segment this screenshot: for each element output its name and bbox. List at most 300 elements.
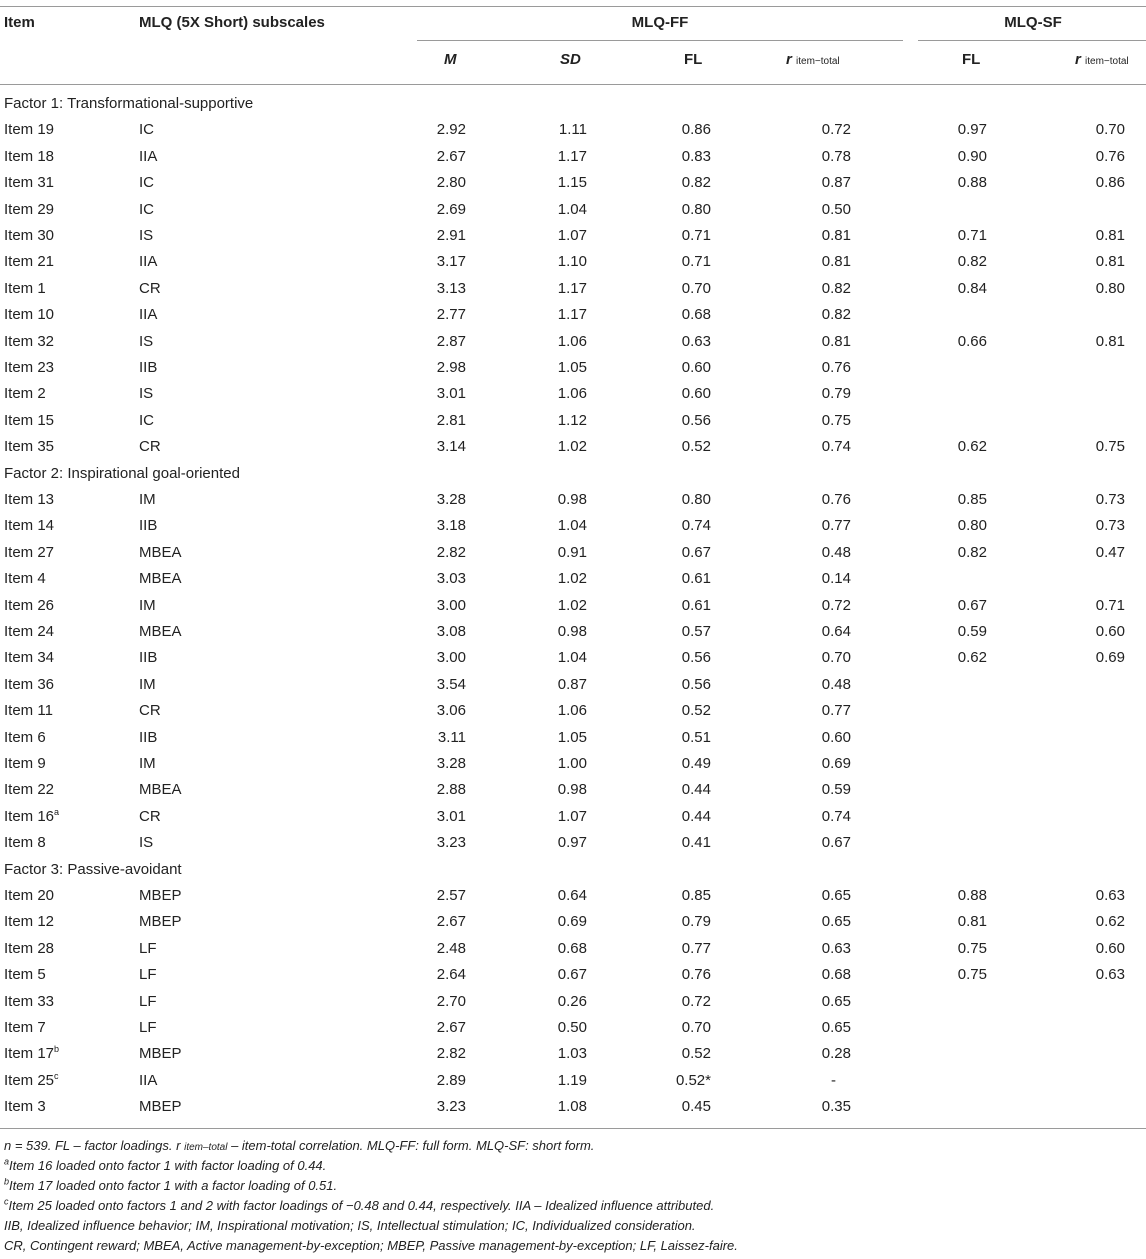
ff-item-total-cell: 0.74 bbox=[821, 808, 851, 825]
ff-item-total-cell: 0.65 bbox=[821, 1019, 851, 1036]
ff-loading-cell: 0.80 bbox=[681, 491, 711, 508]
ff-loading-cell: 0.85 bbox=[681, 887, 711, 904]
sf-item-total-cell: 0.73 bbox=[1095, 491, 1125, 508]
ff-item-total-cell: 0.14 bbox=[821, 570, 851, 587]
item-label: Item 34 bbox=[4, 649, 55, 666]
ff-loading-cell: 0.61 bbox=[681, 570, 711, 587]
mean-cell: 2.64 bbox=[436, 966, 466, 983]
mean-cell: 2.92 bbox=[436, 121, 466, 138]
ff-item-total-cell: 0.65 bbox=[821, 913, 851, 930]
subscale-cell: IM bbox=[139, 491, 156, 508]
item-label: Item 2 bbox=[4, 385, 46, 402]
mean-cell: 2.89 bbox=[436, 1072, 466, 1089]
sf-item-total-cell: 0.86 bbox=[1095, 174, 1125, 191]
ff-item-total-cell: 0.70 bbox=[821, 649, 851, 666]
sf-loading-cell: 0.88 bbox=[957, 887, 987, 904]
sd-cell: 1.04 bbox=[557, 517, 587, 534]
ff-loading-cell: 0.67 bbox=[681, 544, 711, 561]
ff-loading-cell: 0.63 bbox=[681, 333, 711, 350]
ff-item-total-cell: 0.76 bbox=[821, 491, 851, 508]
item-label: Item 3 bbox=[4, 1098, 46, 1115]
ff-loading-cell: 0.71 bbox=[681, 227, 711, 244]
item-cell bbox=[4, 808, 59, 826]
subscale-cell: IS bbox=[139, 385, 154, 402]
mean-cell: 2.98 bbox=[436, 359, 466, 376]
item-cell bbox=[4, 438, 54, 456]
ff-item-total-cell: 0.82 bbox=[821, 306, 851, 323]
sf-loading-cell: 0.81 bbox=[957, 913, 987, 930]
sf-loading-cell: 0.71 bbox=[957, 227, 987, 244]
factor-heading: Factor 2: Inspirational goal-oriented bbox=[4, 465, 240, 482]
subscale-cell: IM bbox=[139, 597, 156, 614]
mean-cell: 3.54 bbox=[436, 676, 466, 693]
subscale-cell: IIA bbox=[139, 1072, 158, 1089]
item-label: Item 29 bbox=[4, 201, 55, 218]
sd-cell: 1.12 bbox=[557, 412, 587, 429]
item-label: Item 26 bbox=[4, 597, 55, 614]
sd-cell: 1.04 bbox=[557, 201, 587, 218]
footnote-marker: a bbox=[54, 807, 60, 817]
item-cell bbox=[4, 623, 54, 641]
subscale-cell: CR bbox=[139, 702, 161, 719]
item-cell bbox=[4, 993, 54, 1011]
ff-loading-cell: 0.70 bbox=[681, 1019, 711, 1036]
ff-item-total-cell: 0.74 bbox=[821, 438, 851, 455]
item-cell bbox=[4, 201, 54, 219]
subscale-cell: CR bbox=[139, 438, 161, 455]
item-cell bbox=[4, 570, 46, 588]
sf-loading-cell: 0.75 bbox=[957, 940, 987, 957]
sf-loading-cell: 0.62 bbox=[957, 649, 987, 666]
item-cell bbox=[4, 729, 46, 747]
ff-item-total-cell: 0.77 bbox=[821, 702, 851, 719]
ff-loading-cell: 0.68 bbox=[681, 306, 711, 323]
item-label: Item 4 bbox=[4, 570, 46, 587]
sf-loading-cell: 0.82 bbox=[957, 544, 987, 561]
sd-cell: 1.15 bbox=[557, 174, 587, 191]
item-cell bbox=[4, 966, 46, 984]
sd-cell: 1.02 bbox=[557, 438, 587, 455]
sf-loading-cell: 0.75 bbox=[957, 966, 987, 983]
header-subscales: MLQ (5X Short) subscales bbox=[139, 14, 325, 31]
sd-cell: 1.17 bbox=[557, 148, 587, 165]
sd-cell: 1.06 bbox=[557, 702, 587, 719]
subscale-cell: MBEA bbox=[139, 570, 182, 587]
ff-loading-cell: 0.82 bbox=[681, 174, 711, 191]
footnote-abbrev-1: IIB, Idealized influence behavior; IM, Inspirational motivation; IS, Intellectual stimulation; IC, Individualized consideration. bbox=[4, 1218, 696, 1233]
item-cell bbox=[4, 676, 54, 694]
item-cell bbox=[4, 517, 54, 535]
sd-cell: 1.05 bbox=[557, 729, 587, 746]
sd-cell: 0.98 bbox=[557, 491, 587, 508]
table-top-rule bbox=[0, 6, 1146, 7]
ff-loading-cell: 0.83 bbox=[681, 148, 711, 165]
ff-loading-cell: 0.79 bbox=[681, 913, 711, 930]
mean-cell: 3.06 bbox=[436, 702, 466, 719]
mean-cell: 2.81 bbox=[436, 412, 466, 429]
item-label: Item 28 bbox=[4, 940, 55, 957]
item-cell bbox=[4, 544, 54, 562]
sd-cell: 1.07 bbox=[557, 808, 587, 825]
subscale-cell: LF bbox=[139, 940, 157, 957]
subscale-cell: MBEA bbox=[139, 781, 182, 798]
sd-cell: 1.04 bbox=[557, 649, 587, 666]
sd-cell: 0.91 bbox=[557, 544, 587, 561]
mean-cell: 3.28 bbox=[436, 755, 466, 772]
item-cell bbox=[4, 333, 54, 351]
mean-cell: 3.23 bbox=[436, 1098, 466, 1115]
ff-item-total-cell: 0.65 bbox=[821, 887, 851, 904]
sd-cell: 1.00 bbox=[557, 755, 587, 772]
item-label: Item 10 bbox=[4, 306, 55, 323]
item-label: Item 8 bbox=[4, 834, 46, 851]
ff-loading-cell: 0.41 bbox=[681, 834, 711, 851]
item-cell bbox=[4, 649, 54, 667]
sf-item-total-cell: 0.81 bbox=[1095, 227, 1125, 244]
ff-item-total-cell: 0.72 bbox=[821, 121, 851, 138]
ff-item-total-cell: 0.63 bbox=[821, 940, 851, 957]
ff-loading-cell: 0.56 bbox=[681, 676, 711, 693]
subscale-cell: LF bbox=[139, 1019, 157, 1036]
header-mlq-ff: MLQ-FF bbox=[631, 14, 689, 31]
sd-cell: 0.98 bbox=[557, 781, 587, 798]
ff-item-total-cell: 0.64 bbox=[821, 623, 851, 640]
footnote-abbrev-2: CR, Contingent reward; MBEA, Active management-by-exception; MBEP, Passive management-by-exception; LF, Laissez-faire. bbox=[4, 1238, 738, 1253]
ff-loading-cell: 0.56 bbox=[681, 412, 711, 429]
mean-cell: 2.80 bbox=[436, 174, 466, 191]
sf-item-total-cell: 0.63 bbox=[1095, 887, 1125, 904]
factor-heading: Factor 3: Passive-avoidant bbox=[4, 861, 182, 878]
mean-cell: 3.01 bbox=[436, 808, 466, 825]
header-item: Item bbox=[4, 14, 35, 31]
ff-loading-cell: 0.57 bbox=[681, 623, 711, 640]
subscale-cell: IS bbox=[139, 834, 154, 851]
sd-cell: 0.67 bbox=[557, 966, 587, 983]
sd-cell: 0.68 bbox=[557, 940, 587, 957]
item-label: Item 30 bbox=[4, 227, 55, 244]
footnote-c: $^c$Item 25 loaded onto factors 1 and 2 with factor loadings of −0.48 and 0.44, respectively. IIA – Idealized influence attributed. bbox=[4, 1196, 715, 1213]
subscale-cell: IM bbox=[139, 676, 156, 693]
subscale-cell: IS bbox=[139, 333, 154, 350]
sd-cell: 1.05 bbox=[557, 359, 587, 376]
sd-cell: 1.03 bbox=[557, 1045, 587, 1062]
item-label: Item 33 bbox=[4, 993, 55, 1010]
sd-cell: 1.08 bbox=[557, 1098, 587, 1115]
sf-loading-cell: 0.62 bbox=[957, 438, 987, 455]
subscale-cell: IC bbox=[139, 412, 154, 429]
sf-item-total-cell: 0.60 bbox=[1095, 623, 1125, 640]
item-cell bbox=[4, 702, 53, 720]
item-label: Item 12 bbox=[4, 913, 55, 930]
ff-item-total-cell: 0.69 bbox=[821, 755, 851, 772]
sf-loading-cell: 0.85 bbox=[957, 491, 987, 508]
sd-cell: 1.07 bbox=[557, 227, 587, 244]
sd-cell: 0.26 bbox=[557, 993, 587, 1010]
item-label: Item 27 bbox=[4, 544, 55, 561]
sd-cell: 1.17 bbox=[557, 306, 587, 323]
mean-cell: 2.57 bbox=[436, 887, 466, 904]
header-mean: M bbox=[444, 51, 457, 68]
sf-item-total-cell: 0.62 bbox=[1095, 913, 1125, 930]
sd-cell: 0.97 bbox=[557, 834, 587, 851]
subscale-cell: MBEA bbox=[139, 623, 182, 640]
mean-cell: 3.01 bbox=[436, 385, 466, 402]
sd-cell: 0.69 bbox=[557, 913, 587, 930]
subscale-cell: IM bbox=[139, 755, 156, 772]
ff-spanner-rule bbox=[417, 40, 903, 41]
mean-cell: 3.11 bbox=[437, 729, 466, 746]
item-label: Item 18 bbox=[4, 148, 55, 165]
item-cell bbox=[4, 1045, 59, 1063]
ff-item-total-cell: 0.50 bbox=[821, 201, 851, 218]
header-r-ff: r item−total bbox=[786, 51, 840, 68]
ff-item-total-cell: - bbox=[831, 1072, 836, 1089]
footnote-marker: c bbox=[54, 1071, 59, 1081]
mean-cell: 2.67 bbox=[436, 1019, 466, 1036]
subscale-cell: IIB bbox=[139, 359, 158, 376]
subscale-cell: LF bbox=[139, 993, 157, 1010]
item-label: Item 9 bbox=[4, 755, 46, 772]
ff-item-total-cell: 0.48 bbox=[821, 544, 851, 561]
ff-loading-cell: 0.51 bbox=[681, 729, 711, 746]
sf-loading-cell: 0.80 bbox=[957, 517, 987, 534]
factor-heading: Factor 1: Transformational-supportive bbox=[4, 95, 254, 112]
ff-item-total-cell: 0.82 bbox=[821, 280, 851, 297]
sf-spanner-rule bbox=[918, 40, 1146, 41]
item-cell bbox=[4, 306, 54, 324]
ff-item-total-cell: 0.87 bbox=[821, 174, 851, 191]
mean-cell: 3.18 bbox=[436, 517, 466, 534]
item-label: Item 17 bbox=[4, 1045, 55, 1062]
item-label: Item 24 bbox=[4, 623, 55, 640]
mean-cell: 3.28 bbox=[436, 491, 466, 508]
sd-cell: 1.02 bbox=[557, 597, 587, 614]
mean-cell: 2.82 bbox=[436, 544, 466, 561]
ff-item-total-cell: 0.68 bbox=[821, 966, 851, 983]
item-label: Item 19 bbox=[4, 121, 55, 138]
sf-item-total-cell: 0.81 bbox=[1095, 253, 1125, 270]
subscale-cell: IC bbox=[139, 121, 154, 138]
subscale-cell: MBEA bbox=[139, 544, 182, 561]
item-label: Item 21 bbox=[4, 253, 55, 270]
item-label: Item 14 bbox=[4, 517, 55, 534]
sf-item-total-cell: 0.76 bbox=[1095, 148, 1125, 165]
ff-loading-cell: 0.60 bbox=[681, 385, 711, 402]
sd-cell: 1.02 bbox=[557, 570, 587, 587]
item-cell bbox=[4, 491, 54, 509]
ff-loading-cell: 0.45 bbox=[681, 1098, 711, 1115]
mean-cell: 2.88 bbox=[436, 781, 466, 798]
item-cell bbox=[4, 1019, 46, 1037]
item-cell bbox=[4, 385, 46, 403]
mean-cell: 2.91 bbox=[436, 227, 466, 244]
subscale-cell: IIA bbox=[139, 148, 158, 165]
sf-item-total-cell: 0.73 bbox=[1095, 517, 1125, 534]
item-label: Item 13 bbox=[4, 491, 55, 508]
header-bottom-rule bbox=[0, 84, 1146, 85]
ff-item-total-cell: 0.65 bbox=[821, 993, 851, 1010]
sf-loading-cell: 0.88 bbox=[957, 174, 987, 191]
sf-item-total-cell: 0.71 bbox=[1095, 597, 1125, 614]
subscale-cell: IIA bbox=[139, 306, 158, 323]
ff-item-total-cell: 0.28 bbox=[821, 1045, 851, 1062]
ff-loading-cell: 0.44 bbox=[681, 781, 711, 798]
sf-loading-cell: 0.82 bbox=[957, 253, 987, 270]
item-cell bbox=[4, 359, 54, 377]
item-label: Item 20 bbox=[4, 887, 55, 904]
ff-loading-cell: 0.77 bbox=[681, 940, 711, 957]
subscale-cell: LF bbox=[139, 966, 157, 983]
header-r-sf: r item−total bbox=[1075, 51, 1129, 68]
footnote-a: $^a$Item 16 loaded onto factor 1 with factor loading of 0.44. bbox=[4, 1156, 327, 1173]
sf-item-total-cell: 0.47 bbox=[1095, 544, 1125, 561]
item-label: Item 22 bbox=[4, 781, 55, 798]
ff-item-total-cell: 0.67 bbox=[821, 834, 851, 851]
ff-loading-cell: 0.52 bbox=[681, 438, 711, 455]
mean-cell: 3.03 bbox=[436, 570, 466, 587]
item-cell bbox=[4, 280, 46, 298]
ff-loading-cell: 0.70 bbox=[681, 280, 711, 297]
ff-item-total-cell: 0.72 bbox=[821, 597, 851, 614]
item-label: Item 31 bbox=[4, 174, 55, 191]
mean-cell: 3.08 bbox=[436, 623, 466, 640]
ff-loading-cell: 0.60 bbox=[681, 359, 711, 376]
subscale-cell: CR bbox=[139, 280, 161, 297]
ff-loading-cell: 0.86 bbox=[681, 121, 711, 138]
ff-item-total-cell: 0.81 bbox=[821, 227, 851, 244]
item-cell bbox=[4, 227, 54, 245]
item-label: Item 11 bbox=[4, 702, 53, 719]
item-label: Item 1 bbox=[4, 280, 46, 297]
ff-item-total-cell: 0.35 bbox=[821, 1098, 851, 1115]
sf-loading-cell: 0.97 bbox=[957, 121, 987, 138]
item-cell bbox=[4, 253, 54, 271]
sf-loading-cell: 0.84 bbox=[957, 280, 987, 297]
subscale-cell: IIB bbox=[139, 729, 158, 746]
sf-item-total-cell: 0.69 bbox=[1095, 649, 1125, 666]
sd-cell: 0.64 bbox=[557, 887, 587, 904]
sf-item-total-cell: 0.60 bbox=[1095, 940, 1125, 957]
sf-loading-cell: 0.59 bbox=[957, 623, 987, 640]
footnote-n: n = 539. FL – factor loadings. r item–total – item-total correlation. MLQ-FF: full form. MLQ-SF: short form. bbox=[4, 1138, 595, 1153]
subscale-cell: IIB bbox=[139, 517, 158, 534]
item-cell bbox=[4, 913, 54, 931]
subscale-cell: IS bbox=[139, 227, 154, 244]
mean-cell: 2.67 bbox=[436, 913, 466, 930]
item-cell bbox=[4, 148, 54, 166]
mean-cell: 2.48 bbox=[436, 940, 466, 957]
footnote-b: $^b$Item 17 loaded onto factor 1 with a factor loading of 0.51. bbox=[4, 1176, 338, 1193]
ff-loading-cell: 0.76 bbox=[681, 966, 711, 983]
sf-item-total-cell: 0.63 bbox=[1095, 966, 1125, 983]
ff-loading-cell: 0.49 bbox=[681, 755, 711, 772]
sd-cell: 0.87 bbox=[557, 676, 587, 693]
subscale-cell: IIA bbox=[139, 253, 158, 270]
mean-cell: 3.00 bbox=[436, 597, 466, 614]
item-cell bbox=[4, 121, 54, 139]
header-fl-ff: FL bbox=[684, 51, 703, 68]
ff-item-total-cell: 0.81 bbox=[821, 253, 851, 270]
sf-loading-cell: 0.66 bbox=[957, 333, 987, 350]
mean-cell: 3.00 bbox=[436, 649, 466, 666]
subscale-cell: CR bbox=[139, 808, 161, 825]
sf-loading-cell: 0.67 bbox=[957, 597, 987, 614]
mean-cell: 3.23 bbox=[436, 834, 466, 851]
item-label: Item 35 bbox=[4, 438, 55, 455]
ff-loading-cell: 0.71 bbox=[681, 253, 711, 270]
subscale-cell: MBEP bbox=[139, 913, 182, 930]
ff-item-total-cell: 0.78 bbox=[821, 148, 851, 165]
item-cell bbox=[4, 755, 46, 773]
mean-cell: 2.69 bbox=[436, 201, 466, 218]
ff-item-total-cell: 0.75 bbox=[821, 412, 851, 429]
subscale-cell: IC bbox=[139, 174, 154, 191]
item-cell bbox=[4, 940, 54, 958]
ff-item-total-cell: 0.48 bbox=[821, 676, 851, 693]
item-label: Item 6 bbox=[4, 729, 46, 746]
mean-cell: 2.67 bbox=[436, 148, 466, 165]
sf-loading-cell: 0.90 bbox=[957, 148, 987, 165]
ff-loading-cell: 0.52 bbox=[681, 1045, 711, 1062]
sd-cell: 0.98 bbox=[557, 623, 587, 640]
item-cell bbox=[4, 174, 54, 192]
subscale-cell: MBEP bbox=[139, 1098, 182, 1115]
sd-cell: 1.19 bbox=[557, 1072, 587, 1089]
sd-cell: 1.10 bbox=[557, 253, 587, 270]
ff-item-total-cell: 0.81 bbox=[821, 333, 851, 350]
ff-loading-cell: 0.44 bbox=[681, 808, 711, 825]
sd-cell: 1.06 bbox=[557, 385, 587, 402]
ff-item-total-cell: 0.79 bbox=[821, 385, 851, 402]
item-cell bbox=[4, 597, 54, 615]
ff-loading-cell: 0.74 bbox=[681, 517, 711, 534]
subscale-cell: MBEP bbox=[139, 1045, 182, 1062]
header-mlq-sf: MLQ-SF bbox=[1004, 14, 1062, 31]
ff-item-total-cell: 0.76 bbox=[821, 359, 851, 376]
sf-item-total-cell: 0.81 bbox=[1095, 333, 1125, 350]
table-bottom-rule bbox=[0, 1128, 1146, 1129]
mean-cell: 2.82 bbox=[436, 1045, 466, 1062]
item-cell bbox=[4, 1072, 59, 1090]
ff-item-total-cell: 0.77 bbox=[821, 517, 851, 534]
item-label: Item 36 bbox=[4, 676, 55, 693]
sf-item-total-cell: 0.80 bbox=[1095, 280, 1125, 297]
mean-cell: 2.87 bbox=[436, 333, 466, 350]
ff-item-total-cell: 0.59 bbox=[821, 781, 851, 798]
item-label: Item 23 bbox=[4, 359, 55, 376]
subscale-cell: IIB bbox=[139, 649, 158, 666]
ff-loading-cell: 0.72 bbox=[681, 993, 711, 1010]
ff-loading-cell: 0.61 bbox=[681, 597, 711, 614]
ff-loading-cell: 0.52* bbox=[675, 1072, 711, 1089]
ff-loading-cell: 0.56 bbox=[681, 649, 711, 666]
mean-cell: 3.17 bbox=[436, 253, 466, 270]
item-cell bbox=[4, 781, 54, 799]
item-cell bbox=[4, 412, 54, 430]
header-sd: SD bbox=[560, 51, 581, 68]
mean-cell: 2.70 bbox=[436, 993, 466, 1010]
sf-item-total-cell: 0.70 bbox=[1095, 121, 1125, 138]
ff-item-total-cell: 0.60 bbox=[821, 729, 851, 746]
mean-cell: 2.77 bbox=[436, 306, 466, 323]
sd-cell: 1.17 bbox=[557, 280, 587, 297]
subscale-cell: MBEP bbox=[139, 887, 182, 904]
item-label: Item 15 bbox=[4, 412, 55, 429]
header-fl-sf: FL bbox=[962, 51, 981, 68]
item-label: Item 7 bbox=[4, 1019, 46, 1036]
item-label: Item 25 bbox=[4, 1072, 55, 1089]
item-cell bbox=[4, 887, 54, 905]
